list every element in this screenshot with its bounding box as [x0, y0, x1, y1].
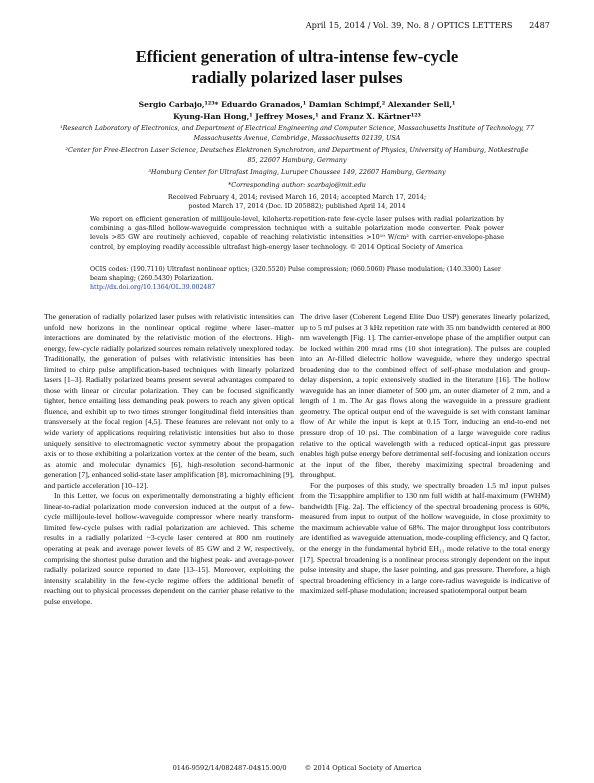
article-code: 0146-9592/14/082487-04$15.00/0: [172, 764, 287, 772]
body-paragraph: In this Letter, we focus on experimentally demonstrating a highly efficient linear-to-radial polarization mode conversion induced at the output of a few-cycle millijoule-level hollow-waveguide compressor where nearly transform-limited few-cycle pulses with radial polarization are achieved. This scheme results in a radially polarized ~3-cycle laser centered at 800 nm routinely operating at peak and average power levels of 85 GW and 2 W, respectively, comprising the shortest pulse duration and the highest peak- and average-power radially polarized source reported to date [13–15]. Moreover, exploiting the intensity scalability in the few-cycle regime offers the additional benefit of reaching out to physical processes dependent on the carrier phase relative to the pulse envelope.: [44, 491, 294, 606]
dates-line-1: Received February 4, 2014; revised March 16, 2014; accepted March 17, 2014;: [167, 193, 427, 201]
running-header: [44, 20, 550, 32]
page-number: 2487: [529, 20, 550, 30]
journal-info: April 15, 2014 / Vol. 39, No. 8 / OPTICS LETTERS: [305, 20, 513, 30]
body-paragraph: The drive laser (Coherent Legend Elite Duo USP) generates linearly polarized, up to 5 mJ pulses at 3 kHz repetition rate with 35 nm bandwidth centered at 800 nm wavelength [Fig. 1]. The carrier-envelope phase of the amplifier output can be locked within 200 mrad rms (10 shot integration). The pulses are coupled into an Ar-filled dielectric hollow waveguide, where they undergo spectral broadening due to the combined effect of self-phase modulation and group-delay dispersion, a topic extensively studied in the literature [16]. The hollow waveguide has an inner diameter of 500 μm, an outer diameter of 2 mm, and a length of 1 m. The Ar gas flows along the waveguide in a pressure gradient geometry. The optical output end of the waveguide is set with constant laminar flow of Ar while the input is kept at 0.15 Torr, inducing an end-to-end net pressure drop of 10 psi. The combination of a large waveguide core radius relative to the optical wavelength with a reduced optical-input gas pressure enables high pulse energy before detrimental self-focusing and ionization occurs at the input of the fiber, thereby maximizing spectral broadening and throughput.: [300, 312, 550, 480]
body-paragraph: The generation of radially polarized laser pulses with relativistic intensities can unfold new horizons in the nonlinear optical regime where laser–matter interactions are dominated by the relativistic motion of the electrons. High-energy, few-cycle radially polarized sources remain relatively unexplored today. Traditionally, the generation of pulses with relativistic intensities has been limited to chirp pulse amplification-based techniques with linearly polarized lasers [1–3]. Radially polarized beams present several advantages compared to those with linear or circular polarization. They can be focused significantly tighter, hence entailing less demanding peak powers to reach any given optical fluence, and exhibit up to two times stronger longitudinal field intensities than transversely at the focal region [4,5]. These features are relevant not only to a wide variety of applications requiring relativistic intensities but also to those uniquely sensitive to electromagnetic vector symmetry about the propagation axis or to those exhibiting a polarization vortex at the center of the beam, such as atomic and molecular dynamics [6], high-resolution second-harmonic generation [7], enhanced solid-state laser amplification [8], micromachining [9], and particle acceleration [10–12].: [44, 312, 294, 490]
doi-link[interactable]: http://dx.doi.org/10.1364/OL.39.002487: [90, 284, 216, 292]
abstract: We report on efficient generation of millijoule-level, kilohertz-repetition-rate few-cycle laser pulses with radial polarization by combining a gas-filled hollow-waveguide compression technique with a suitable polarization mode converter. Peak power levels >85 GW are routinely achieved, capable of reaching relativistic intensities >10¹⁹ W/cm² with carrier-envelope-phase control, by employing readily accessible ultrafast high-energy laser technology. © 2014 Optical Society of America: [90, 215, 504, 251]
affiliations: [60, 124, 534, 194]
ocis-block: [90, 265, 504, 293]
corresponding-author: *Corresponding author: scarbajo@mit.edu: [228, 180, 366, 189]
right-column: [300, 312, 550, 597]
affiliation-3: ³Hamburg Center for Ultrafast Imaging, Luruper Chaussee 149, 22607 Hamburg, Germany: [148, 168, 446, 177]
title-line-2: radially polarized laser pulses: [191, 68, 403, 87]
publication-dates: [60, 193, 534, 212]
paper-title: [60, 46, 534, 88]
left-column: [44, 312, 294, 607]
dates-line-2: posted March 17, 2014 (Doc. ID 205882); published April 14, 2014: [188, 202, 406, 211]
authors-line-2: Kyung-Han Hong,¹ Jeffrey Moses,¹ and Franz X. Kärtner¹²³: [173, 112, 421, 121]
author-list: [60, 99, 534, 123]
ocis-codes: OCIS codes: (190.7110) Ultrafast nonlinear optics; (320.5520) Pulse compression; (060.5060) Phase modulation; (140.3300) Laser beam shaping; (260.5430) Polarization.: [90, 266, 501, 283]
copyright: © 2014 Optical Society of America: [304, 764, 422, 772]
affiliation-2: ²Center for Free-Electron Laser Science, Deutsches Elektronen Synchrotron, and Department of Physics, University of Hamburg, Notkestraße 85, 22607 Hamburg, Germany: [65, 146, 529, 164]
body-paragraph: For the purposes of this study, we spectrally broaden 1.5 mJ input pulses from the Ti:sapphire amplifier to 130 nm full width at half-maximum (FWHM) bandwidth [Fig. 2a]. The efficiency of the spectral broadening process is 60%, measured from input to output of the hollow waveguide, in close proximity to the maximum achievable value of 68%. The major throughput loss contributors are identified as waveguide attenuation, mode-coupling efficiency, and Q factor, or the energy in the fundamental hybrid EH₁₁ mode relative to the total energy [17]. Spectral broadening is a nonlinear process strongly dependent on the input pulse intensity and shape, the laser pointing, and gas pressure. Therefore, a high spectral broadening efficiency in a large core-radius waveguide is indicative of maximized self-phase modulation; increased spatiotemporal output beam: [300, 480, 550, 596]
affiliation-1: ¹Research Laboratory of Electronics, and Department of Electrical Engineering and Computer Science, Massachusetts Institute of Technology, 77 Massachusetts Avenue, Cambridge, Massachusetts 02139, USA: [60, 124, 534, 142]
title-line-1: Efficient generation of ultra-intense few-cycle: [135, 47, 459, 66]
authors-line-1: Sergio Carbajo,¹²³* Eduardo Granados,¹ Damian Schimpf,² Alexander Sell,¹: [138, 100, 456, 109]
page-footer: [0, 764, 594, 772]
